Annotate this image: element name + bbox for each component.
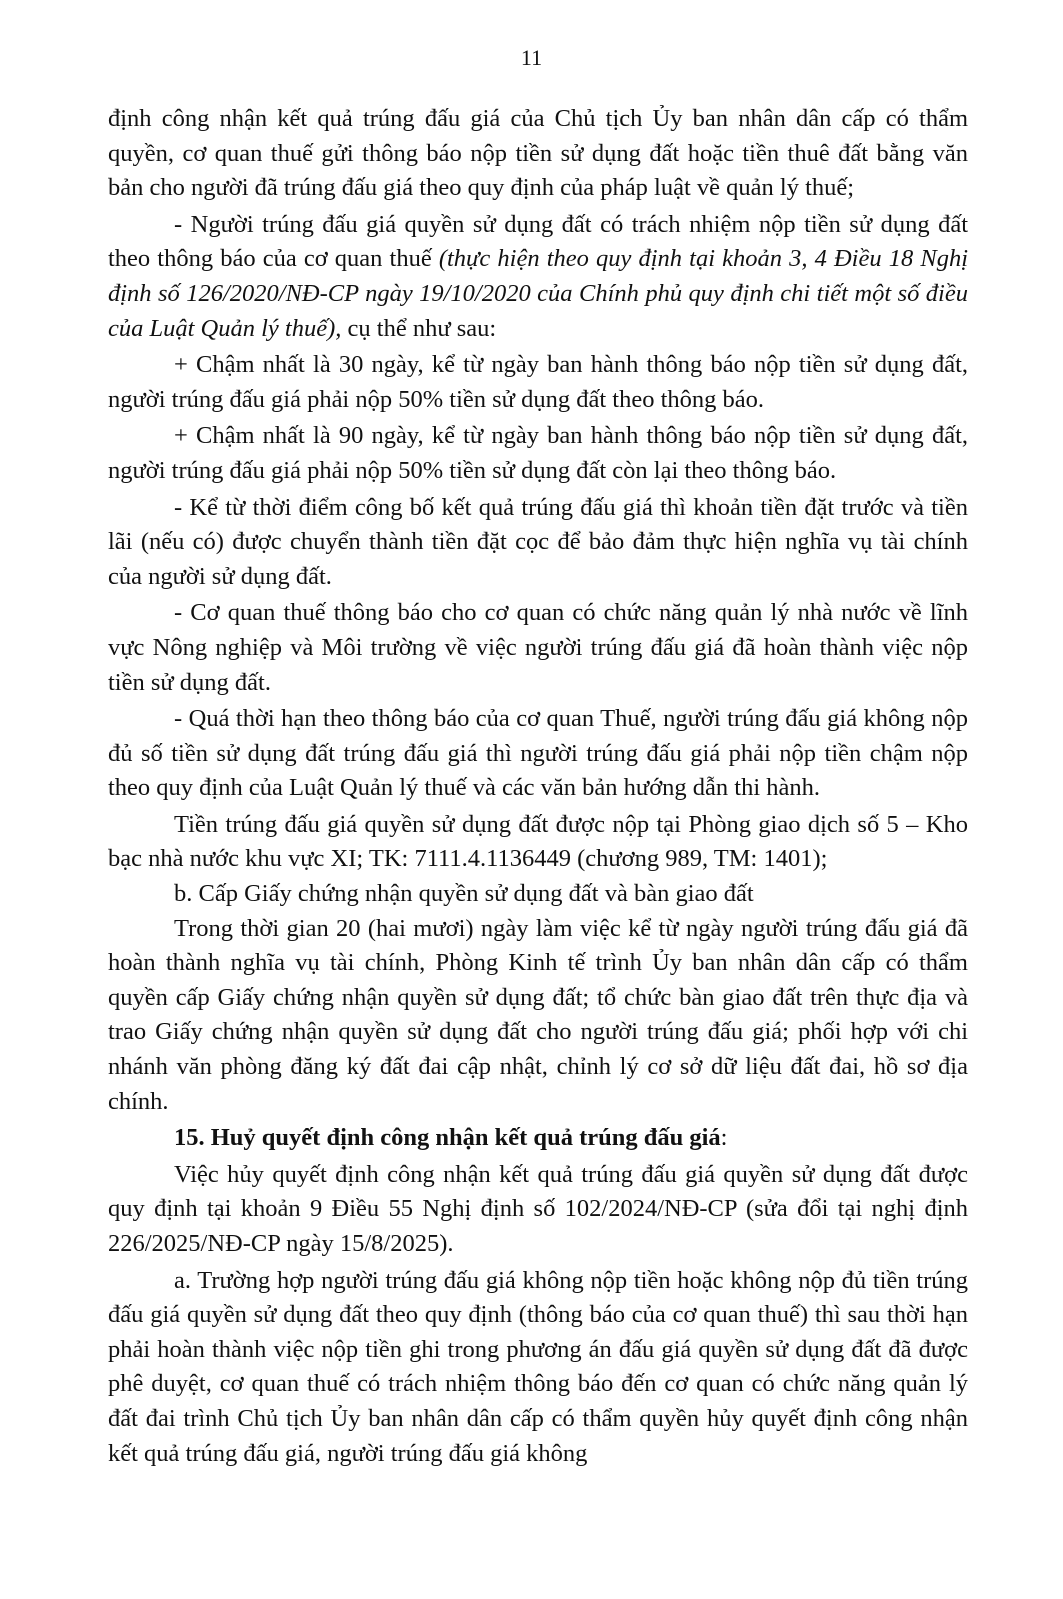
page-number: 11 bbox=[520, 45, 543, 70]
document-body bbox=[108, 102, 968, 1473]
paragraph-6: - Cơ quan thuế thông báo cho cơ quan có chức năng quản lý nhà nước về lĩnh vực Nông nghiệp và Môi trường về việc người trúng đấu giá đã hoàn thành việc nộp tiền sử dụng đất. bbox=[108, 599, 968, 696]
paragraph-1: định công nhận kết quả trúng đấu giá của Chủ tịch Ủy ban nhân dân cấp có thẩm quyền, cơ quan thuế gửi thông báo nộp tiền sử dụng đất hoặc tiền thuê đất bằng văn bản cho người đã trúng đấu giá theo quy định của pháp luật về quản lý thuế; bbox=[108, 105, 968, 202]
paragraph-2-legal-reference: (thực hiện theo quy định tại khoản 3, 4 Điều 18 Nghị định số 126/2020/NĐ-CP ngày 19/10/2020 của Chính phủ quy định chi tiết một số điều của Luật Quản lý thuế), bbox=[108, 245, 968, 342]
paragraph-11: Việc hủy quyết định công nhận kết quả trúng đấu giá quyền sử dụng đất được quy định tại khoản 9 Điều 55 Nghị định số 102/2024/NĐ-CP (sửa đổi tại nghị định 226/2025/NĐ-CP ngày 15/8/2025). bbox=[108, 1160, 968, 1257]
section-15-heading-colon: : bbox=[720, 1124, 728, 1152]
paragraph-3: + Chậm nhất là 30 ngày, kể từ ngày ban hành thông báo nộp tiền sử dụng đất, người trúng đấu giá phải nộp 50% tiền sử dụng đất theo thông báo. bbox=[108, 351, 968, 413]
paragraph-12: a. Trường hợp người trúng đấu giá không nộp tiền hoặc không nộp đủ tiền trúng đấu giá quyền sử dụng đất theo quy định (thông báo của cơ quan thuế) thì sau thời hạn phải hoàn thành việc nộp tiền ghi trong phương án đấu giá quyền sử dụng đất đã được phê duyệt, cơ quan thuế có trách nhiệm thông báo đến cơ quan có chức năng quản lý đất đai trình Chủ tịch Ủy ban nhân dân cấp có thẩm quyền hủy quyết định công nhận kết quả trúng đấu giá, người trúng đấu giá không bbox=[108, 1266, 968, 1467]
paragraph-10: Trong thời gian 20 (hai mươi) ngày làm việc kể từ ngày người trúng đấu giá đã hoàn thành nghĩa vụ tài chính, Phòng Kinh tế trình Ủy ban nhân dân cấp có thẩm quyền cấp Giấy chứng nhận quyền sử dụng đất; tổ chức bàn giao đất trên thực địa và trao Giấy chứng nhận quyền sử dụng đất cho người trúng đấu giá; phối hợp với chi nhánh văn phòng đăng ký đất đai cập nhật, chỉnh lý cơ sở dữ liệu đất đai, hồ sơ địa chính. bbox=[108, 914, 968, 1115]
paragraph-8: Tiền trúng đấu giá quyền sử dụng đất được nộp tại Phòng giao dịch số 5 – Kho bạc nhà nước khu vực XI; TK: 7111.4.1136449 (chương 989, TM: 1401); bbox=[108, 810, 968, 873]
section-15-heading-text: 15. Huỷ quyết định công nhận kết quả trúng đấu giá bbox=[174, 1124, 721, 1152]
paragraph-4: + Chậm nhất là 90 ngày, kể từ ngày ban hành thông báo nộp tiền sử dụng đất, người trúng đấu giá phải nộp 50% tiền sử dụng đất còn lại theo thông báo. bbox=[108, 422, 968, 484]
section-15-heading bbox=[108, 1121, 968, 1156]
paragraph-9: b. Cấp Giấy chứng nhận quyền sử dụng đất và bàn giao đất bbox=[174, 880, 754, 908]
paragraph-7: - Quá thời hạn theo thông báo của cơ quan Thuế, người trúng đấu giá không nộp đủ số tiền sử dụng đất trúng đấu giá thì người trúng đấu giá phải nộp tiền chậm nộp theo quy định của Luật Quản lý thuế và các văn bản hướng dẫn thi hành. bbox=[108, 705, 968, 802]
paragraph-2-text-b: cụ thể như sau: bbox=[341, 314, 497, 342]
paragraph-2-text-a: - Người trúng đấu giá quyền sử dụng đất có trách nhiệm nộp tiền sử dụng đất theo thông báo của cơ quan thuế bbox=[108, 210, 968, 273]
paragraph-2 bbox=[108, 208, 968, 346]
paragraph-5: - Kể từ thời điểm công bố kết quả trúng đấu giá thì khoản tiền đặt trước và tiền lãi (nếu có) được chuyển thành tiền đặt cọc để bảo đảm thực hiện nghĩa vụ tài chính của người sử dụng đất. bbox=[108, 493, 968, 590]
